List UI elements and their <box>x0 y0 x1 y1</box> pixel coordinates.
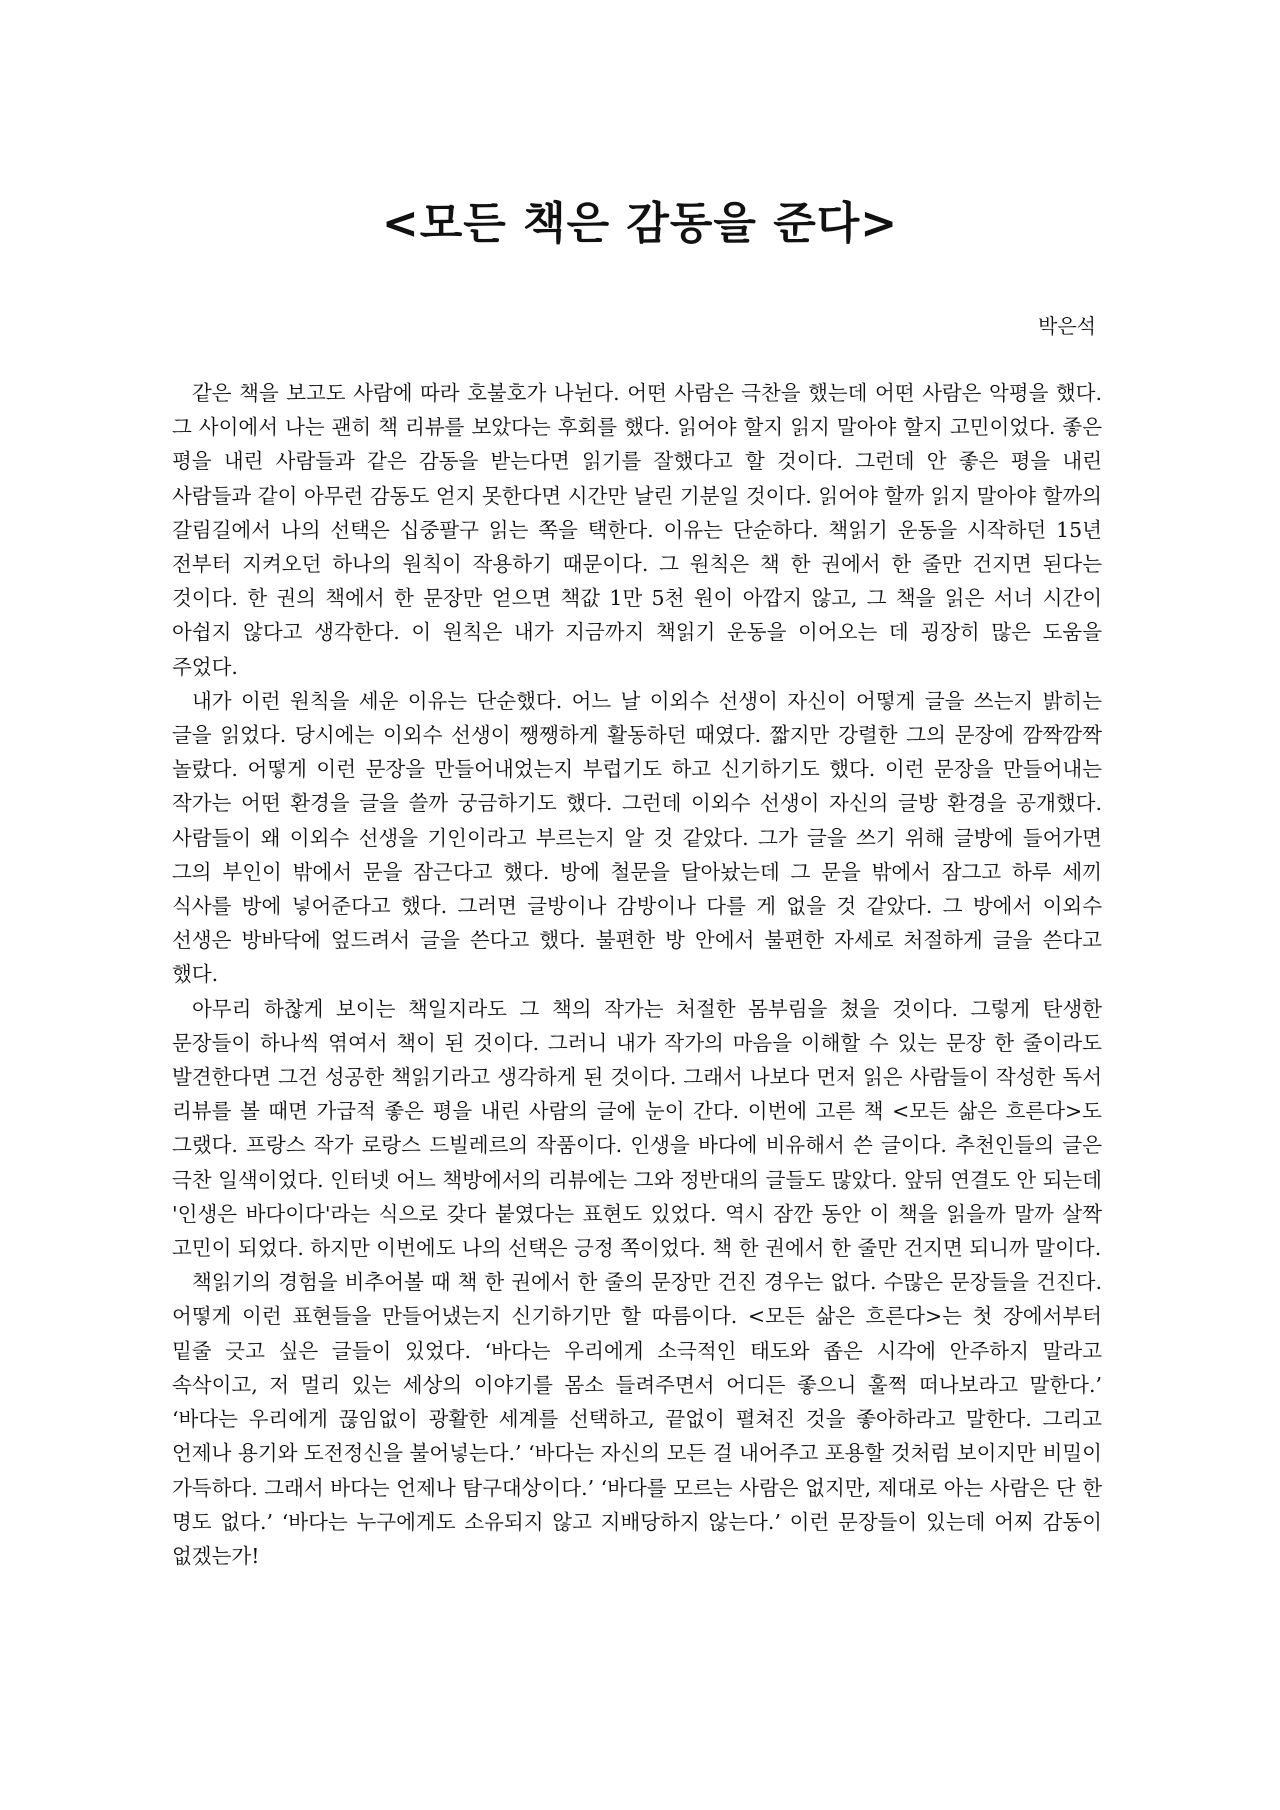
author-name: 박은석 <box>1038 314 1096 338</box>
document-body <box>172 376 1102 1573</box>
document-title: <모든 책은 감동을 준다> <box>381 198 899 249</box>
paragraph: 같은 책을 보고도 사람에 따라 호불호가 나뉜다. 어떤 사람은 극찬을 했는데 어떤 사람은 악평을 했다. 그 사이에서 나는 괜히 책 리뷰를 보았다는 후회를 했다. 읽어야 할지 읽지 말아야 할지 고민이었다. 좋은 평을 내린 사람들과 같은 감동을 받는다면 읽기를 잘했다고 할 것이다. 그런데 안 좋은 평을 내린 사람들과 같이 아무런 감동도 얻지 못한다면 시간만 날린 기분일 것이다. 읽어야 할까 읽지 말아야 할까의 갈림길에서 나의 선택은 십중팔구 읽는 쪽을 택한다. 이유는 단순하다. 책읽기 운동을 시작하던 15년 전부터 지켜오던 하나의 원칙이 작용하기 때문이다. 그 원칙은 책 한 권에서 한 줄만 건지면 된다는 것이다. 한 권의 책에서 한 문장만 얻으면 책값 1만 5천 원이 아깝지 않고, 그 책을 읽은 서너 시간이 아쉽지 않다고 생각한다. 이 원칙은 내가 지금까지 책읽기 운동을 이어오는 데 굉장히 많은 도움을 주었다. <box>172 381 1102 679</box>
paragraph: 아무리 하찮게 보이는 책일지라도 그 책의 작가는 처절한 몸부림을 쳤을 것이다. 그렇게 탄생한 문장들이 하나씩 엮여서 책이 된 것이다. 그러니 내가 작가의 마음을 이해할 수 있는 문장 한 줄이라도 발견한다면 그건 성공한 책읽기라고 생각하게 된 것이다. 그래서 나보다 먼저 읽은 사람들이 작성한 독서 리뷰를 볼 때면 가급적 좋은 평을 내린 사람의 글에 눈이 간다. 이번에 고른 책 <모든 삶은 흐른다>도 그랬다. 프랑스 작가 로랑스 드빌레르의 작품이다. 인생을 바다에 비유해서 쓴 글이다. 추천인들의 글은 극찬 일색이었다. 인터넷 어느 책방에서의 리뷰에는 그와 정반대의 글들도 많았다. 앞뒤 연결도 안 되는데 '인생은 바다이다'라는 식으로 갖다 붙였다는 표현도 있었다. 역시 잠깐 동안 이 책을 읽을까 말까 살짝 고민이 되었다. 하지만 이번에도 나의 선택은 긍정 쪽이었다. 책 한 권에서 한 줄만 건지면 되니까 말이다. <box>172 996 1102 1261</box>
paragraph: 책읽기의 경험을 비추어볼 때 책 한 권에서 한 줄의 문장만 건진 경우는 없다. 수많은 문장들을 건진다. 어떻게 이런 표현들을 만들어냈는지 신기하기만 할 따름이다. <모든 삶은 흐른다>는 첫 장에서부터 밑줄 긋고 싶은 글들이 있었다. ‘바다는 우리에게 소극적인 태도와 좁은 시각에 안주하지 말라고 속삭이고, 저 멀리 있는 세상의 이야기를 몸소 들려주면서 어디든 좋으니 훌쩍 떠나보라고 말한다.’ ‘바다는 우리에게 끊임없이 광활한 세계를 선택하고, 끝없이 펼쳐진 것을 좋아하라고 말한다. 그리고 언제나 용기와 도전정신을 불어넣는다.’ ‘바다는 자신의 모든 걸 내어주고 포용할 것처럼 보이지만 비밀이 가득하다. 그래서 바다는 언제나 탐구대상이다.’ ‘바다를 모르는 사람은 없지만, 제대로 아는 사람은 단 한 명도 없다.’ ‘바다는 누구에게도 소유되지 않고 지배당하지 않는다.’ 이런 문장들이 있는데 어찌 감동이 없겠는가! <box>172 1270 1102 1568</box>
paragraph: 내가 이런 원칙을 세운 이유는 단순했다. 어느 날 이외수 선생이 자신이 어떻게 글을 쓰는지 밝히는 글을 읽었다. 당시에는 이외수 선생이 쨍쨍하게 활동하던 때였다. 짧지만 강렬한 그의 문장에 깜짝깜짝 놀랐다. 어떻게 이런 문장을 만들어내었는지 부럽기도 하고 신기하기도 했다. 이런 문장을 만들어내는 작가는 어떤 환경을 글을 쓸까 궁금하기도 했다. 그런데 이외수 선생이 자신의 글방 환경을 공개했다. 사람들이 왜 이외수 선생을 기인이라고 부르는지 알 것 같았다. 그가 글을 쓰기 위해 글방에 들어가면 그의 부인이 밖에서 문을 잠근다고 했다. 방에 철문을 달아놨는데 그 문을 밖에서 잠그고 하루 세끼 식사를 방에 넣어준다고 했다. 그러면 글방이나 감방이나 다를 게 없을 것 같았다. 그 방에서 이외수 선생은 방바닥에 엎드려서 글을 쓴다고 했다. 불편한 방 안에서 불편한 자세로 처절하게 글을 쓴다고 했다. <box>172 688 1102 987</box>
